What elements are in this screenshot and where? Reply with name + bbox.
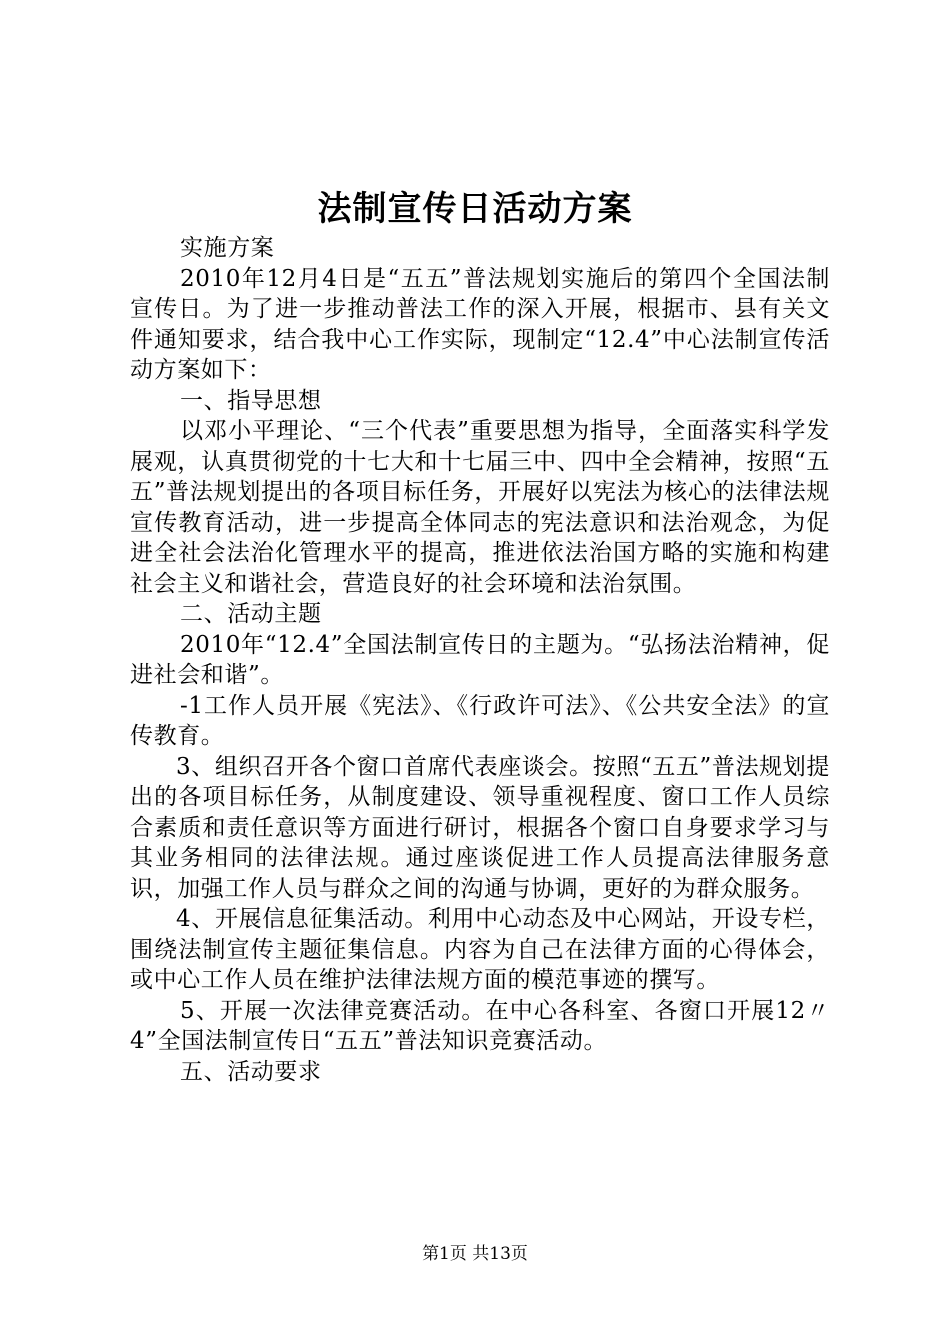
paragraph-intro: 2010年12月4日是“五五”普法规划实施后的第四个全国法制宣传日。为了进一步推动普法工作的深入开展，根据市、县有关文件通知要求，结合我中心工作实际，现制定“12.4”中心法制宣传活动方案如下：: [130, 265, 830, 383]
paragraph-implementation-plan: 实施方案: [180, 235, 275, 261]
heading-guiding-ideology: 一、指导思想: [180, 387, 322, 414]
paragraph-guiding-ideology: 以邓小平理论、“三个代表”重要思想为指导，全面落实科学发展观，认真贯彻党的十七大和十七届三中、四中全会精神，按照“五五”普法规划提出的各项目标任务，开展好以宪法为核心的法律法规宣传教育活动，进一步提高全体同志的宪法意识和法治观念，为促进全社会法治化管理水平的提高，推进依法治国方略的实施和构建社会主义和谐社会，营造良好的社会环境和法治氛围。: [130, 418, 830, 597]
paragraph-item-1: -1工作人员开展《宪法》、《行政许可法》、《公共安全法》的宣传教育。: [130, 692, 830, 749]
heading-activity-theme: 二、活动主题: [180, 601, 322, 627]
paragraph-activity-theme: 2010年“12.4”全国法制宣传日的主题为。“弘扬法治精神，促进社会和谐”。: [130, 631, 830, 688]
document-title: 法制宣传日活动方案: [317, 189, 633, 229]
paragraph-item-4: 4、开展信息征集活动。利用中心动态及中心网站，开设专栏，围绕法制宣传主题征集信息。内容为自己在法律方面的心得体会，或中心工作人员在维护法律法规方面的模范事迹的撰写。: [130, 906, 830, 993]
paragraph-item-5: 5、开展一次法律竞赛活动。在中心各科室、各窗口开展12〃4”全国法制宣传日“五五”普法知识竞赛活动。: [130, 997, 830, 1054]
paragraph-item-3: 3、组织召开各个窗口首席代表座谈会。按照“五五”普法规划提出的各项目标任务，从制度建设、领导重视程度、窗口工作人员综合素质和责任意识等方面进行研讨，根据各个窗口自身要求学习与其业务相同的法律法规。通过座谈促进工作人员提高法律服务意识，加强工作人员与群众之间的沟通与协调，更好的为群众服务。: [130, 753, 830, 902]
page-number-footer: 第1页 共13页: [422, 1244, 528, 1264]
heading-activity-requirements: 五、活动要求: [180, 1058, 322, 1085]
document-body: [130, 233, 830, 1087]
